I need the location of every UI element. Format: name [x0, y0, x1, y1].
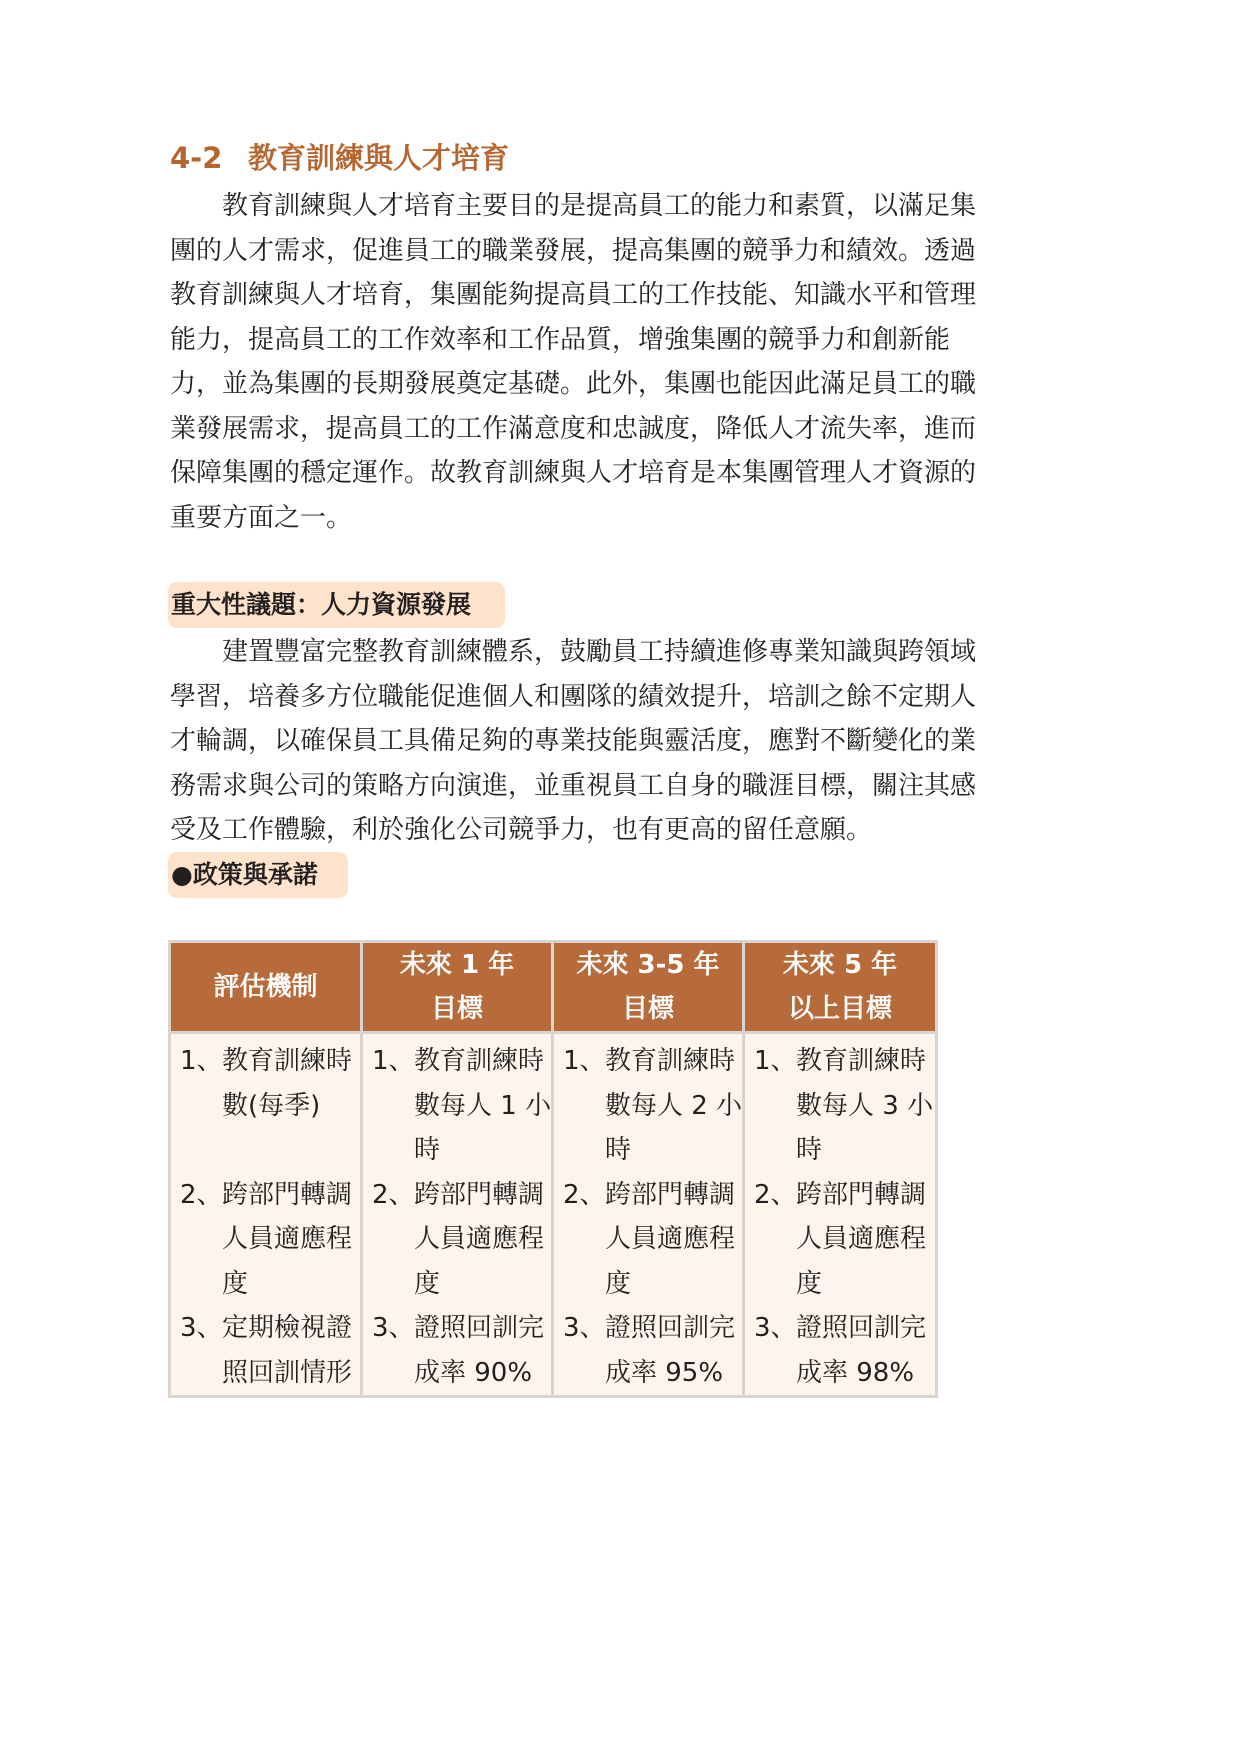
cell-text: 證照回訓完 — [605, 1313, 736, 1343]
mechanism-cell — [170, 1306, 362, 1397]
paragraph-line: 教育訓練與人才培育主要目的是提高員工的能力和素質，以滿足集 — [222, 191, 977, 221]
cell-line: 成率 90% — [414, 1357, 533, 1388]
cell-line: 數每人 3 小 — [796, 1090, 934, 1121]
header-line: 目標 — [430, 994, 483, 1024]
cell-text: 教育訓練時 — [605, 1046, 736, 1076]
paragraph-line: 學習，培養多方位職能促進個人和團隊的績效提升，培訓之餘不定期人 — [170, 681, 977, 712]
cell-line — [180, 1173, 356, 1218]
cell-line — [372, 1173, 547, 1218]
item-marker: 2、 — [563, 1179, 606, 1210]
item-marker: 1、 — [180, 1046, 223, 1076]
cell-line: 時 — [414, 1135, 441, 1165]
cell-text: 跨部門轉調 — [414, 1179, 545, 1210]
cell-line: 人員適應程 — [222, 1224, 353, 1254]
header-evaluation-mechanism — [170, 942, 362, 1033]
item-marker: 2、 — [372, 1179, 415, 1210]
paragraph-line: 能力，提高員工的工作效率和工作品質，增強集團的競爭力和創新能 — [170, 324, 951, 355]
cell-line: 數(每季) — [222, 1090, 321, 1121]
target-5-year-cell — [744, 1033, 937, 1173]
item-marker: 3、 — [372, 1313, 415, 1343]
cell-line: 度 — [605, 1268, 632, 1299]
target-1-year-cell — [362, 1033, 553, 1173]
cell-line: 成率 95% — [605, 1357, 724, 1388]
item-marker: 3、 — [754, 1313, 797, 1343]
cell-line: 度 — [796, 1268, 823, 1299]
paragraph-line: 團的人才需求，促進員工的職業發展，提高集團的競爭力和績效。透過 — [170, 235, 977, 266]
cell-line — [372, 1039, 547, 1084]
item-marker: 2、 — [754, 1179, 797, 1210]
cell-line: 時 — [796, 1135, 823, 1165]
material-topic-paragraph — [170, 630, 1030, 853]
paragraph-line: 重要方面之一。 — [170, 502, 353, 533]
cell-text: 教育訓練時 — [796, 1046, 927, 1076]
cell-line: 人員適應程 — [414, 1224, 545, 1254]
cell-text: 證照回訓完 — [414, 1313, 545, 1343]
paragraph-line: 力，並為集團的長期發展奠定基礎。此外，集團也能因此滿足員工的職 — [170, 369, 977, 399]
policy-commitment-label: ●政策與承諾 — [168, 852, 348, 898]
cell-text: 跨部門轉調 — [222, 1179, 353, 1210]
item-marker: 1、 — [372, 1046, 415, 1076]
cell-line — [180, 1306, 356, 1351]
table-row — [170, 1306, 937, 1397]
cell-text: 跨部門轉調 — [796, 1179, 927, 1210]
target-3-5-year-cell — [553, 1033, 744, 1173]
target-3-5-year-cell — [553, 1173, 744, 1307]
target-1-year-cell — [362, 1306, 553, 1397]
cell-line: 時 — [605, 1135, 632, 1165]
section-title: 教育訓練與人才培育 — [248, 141, 510, 175]
cell-line — [754, 1173, 931, 1218]
cell-line: 人員適應程 — [796, 1224, 927, 1254]
intro-paragraph — [170, 184, 1030, 540]
goals-table — [168, 940, 938, 1398]
header-line: 評估機制 — [213, 972, 318, 1002]
paragraph-line: 務需求與公司的策略方向演進，並重視員工自身的職涯目標，關注其感 — [170, 770, 977, 801]
item-marker: 3、 — [180, 1313, 223, 1343]
cell-text: 教育訓練時 — [414, 1046, 545, 1076]
cell-line: 數每人 1 小 — [414, 1090, 552, 1121]
cell-line: 人員適應程 — [605, 1224, 736, 1254]
target-3-5-year-cell — [553, 1306, 744, 1397]
cell-line — [180, 1039, 356, 1084]
target-5-year-cell — [744, 1306, 937, 1397]
cell-line — [563, 1306, 738, 1351]
header-3-5-year-target — [553, 942, 744, 1033]
paragraph-line: 建置豐富完整教育訓練體系，鼓勵員工持續進修專業知識與跨領域 — [222, 637, 977, 667]
section-number: 4-2 — [170, 141, 223, 175]
cell-text: 證照回訓完 — [796, 1313, 927, 1343]
header-line: 以上目標 — [787, 994, 892, 1024]
header-line: 目標 — [621, 994, 674, 1024]
header-5-year-target — [744, 942, 937, 1033]
section-heading — [170, 140, 509, 176]
cell-text: 教育訓練時 — [222, 1046, 353, 1076]
table-row — [170, 1033, 937, 1173]
paragraph-line: 教育訓練與人才培育，集團能夠提高員工的工作技能、知識水平和管理 — [170, 280, 977, 310]
item-marker: 2、 — [180, 1179, 223, 1210]
cell-text: 定期檢視證 — [222, 1313, 353, 1343]
header-1-year-target — [362, 942, 553, 1033]
paragraph-line: 業發展需求，提高員工的工作滿意度和忠誠度，降低人才流失率，進而 — [170, 413, 977, 444]
material-topic-label: 重大性議題：人力資源發展 — [168, 582, 505, 628]
cell-text: 跨部門轉調 — [605, 1179, 736, 1210]
target-5-year-cell — [744, 1173, 937, 1307]
cell-line: 數每人 2 小 — [605, 1090, 743, 1121]
item-marker: 1、 — [563, 1046, 606, 1076]
paragraph-line: 保障集團的穩定運作。故教育訓練與人才培育是本集團管理人才資源的 — [170, 458, 977, 488]
cell-line — [563, 1173, 738, 1218]
cell-line — [754, 1039, 931, 1084]
cell-line — [563, 1039, 738, 1084]
paragraph-line: 才輪調，以確保員工具備足夠的專業技能與靈活度，應對不斷變化的業 — [170, 726, 977, 756]
cell-line: 照回訓情形 — [222, 1357, 353, 1388]
target-1-year-cell — [362, 1173, 553, 1307]
cell-line — [754, 1306, 931, 1351]
mechanism-cell — [170, 1173, 362, 1307]
header-line: 未來 5 年 — [782, 950, 898, 980]
table-header-row — [170, 942, 937, 1033]
item-marker: 1、 — [754, 1046, 797, 1076]
cell-line: 度 — [414, 1268, 441, 1299]
cell-line — [372, 1306, 547, 1351]
paragraph-line: 受及工作體驗，利於強化公司競爭力，也有更高的留任意願。 — [170, 815, 873, 845]
cell-line: 成率 98% — [796, 1357, 915, 1388]
table-row — [170, 1173, 937, 1307]
header-line: 未來 3-5 年 — [576, 950, 720, 980]
item-marker: 3、 — [563, 1313, 606, 1343]
mechanism-cell — [170, 1033, 362, 1173]
cell-line: 度 — [222, 1268, 249, 1299]
header-line: 未來 1 年 — [399, 950, 515, 980]
